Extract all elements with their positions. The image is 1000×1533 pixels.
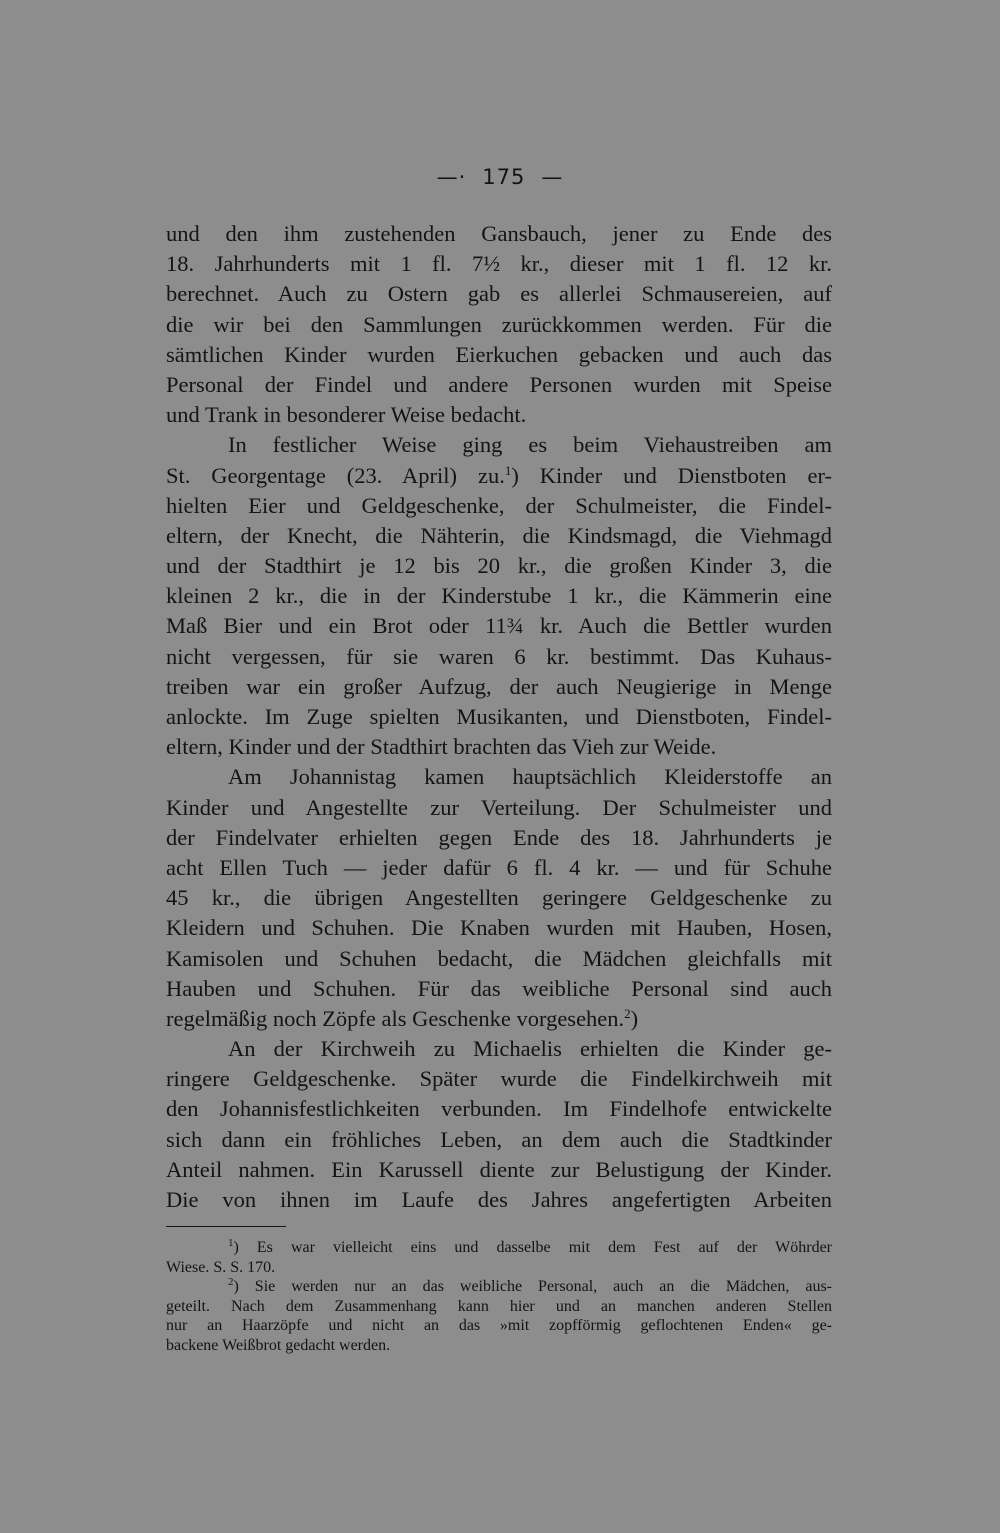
text-line: Anteil nahmen. Ein Karussell diente zur Belustigung der Kinder. [166,1156,832,1182]
footnotes [166,1238,832,1356]
footnote-line: backene Weißbrot gedacht werden. [166,1336,391,1354]
text-line: nicht vergessen, für sie waren 6 kr. bestimmt. Das Kuhaus- [166,643,832,669]
text-line: Kleidern und Schuhen. Die Knaben wurden mit Hauben, Hosen, [166,915,832,941]
text-line: sämtlichen Kinder wurden Eierkuchen gebacken und auch das [166,341,832,367]
text-line: anlockte. Im Zuge spielten Musikanten, und Dienstboten, Findel- [166,704,832,729]
text-line: ringere Geldgeschenke. Später wurde die Findelkirchweih mit [166,1066,832,1092]
text-line: Am Johannistag kamen hauptsächlich Kleiderstoffe an [228,764,832,790]
footnote-text: ) Sie werden nur an das weibliche Personal, auch an die Mädchen, aus- [233,1278,832,1296]
text-line [166,461,832,491]
text-line: der Findelvater erhielten gegen Ende des 18. Jahrhunderts je [166,824,832,850]
text-line: den Johannisfestlichkeiten verbunden. Im Findelhofe entwickelte [166,1096,832,1122]
text-line: 45 kr., die übrigen Angestellten geringere Geldgeschenke zu [166,885,832,911]
text-segment: ) [630,1005,639,1031]
footnote-marker: 2 [228,1276,234,1289]
page-header [0,165,1000,189]
text-line: die wir bei den Sammlungen zurückkommen werden. Für die [166,311,832,337]
text-line: und Trank in besonderer Weise bedacht. [166,402,527,428]
text-line: Die von ihnen im Laufe des Jahres angefertigten Arbeiten [166,1187,832,1212]
text-line: Personal der Findel und andere Personen wurden mit Speise [166,371,832,397]
footnote-ref: 1 [504,462,512,478]
page-number: 175 [482,165,526,189]
header-dash-right: — [541,165,564,189]
text-line: Kinder und Angestellte zur Verteilung. Der Schulmeister und [166,794,832,820]
text-line: Maß Bier und ein Brot oder 11¾ kr. Auch die Bettler wurden [166,613,832,639]
footnote-line [166,1277,832,1297]
text-segment: regelmäßig noch Zöpfe als Geschenke vorgesehen. [166,1005,625,1031]
footnote-text: ) Es war vielleicht eins und dasselbe mit dem Fest auf der Wöhrder [233,1239,832,1256]
text-line: acht Ellen Tuch — jeder dafür 6 fl. 4 kr. — und für Schuhe [166,854,832,880]
text-line: treiben war ein großer Aufzug, der auch Neugierige in Menge [166,673,832,699]
footnote-line: Wiese. S. S. 170. [166,1258,276,1276]
text-segment: ) Kinder und Dienstboten er- [511,462,832,488]
text-line: sich dann ein fröhliches Leben, an dem auch die Stadtkinder [166,1126,832,1152]
text-line: hielten Eier und Geldgeschenke, der Schulmeister, die Findel- [166,492,832,518]
footnote-ref: 2 [624,1005,631,1021]
text-line: eltern, Kinder und der Stadthirt brachten das Vieh zur Weide. [166,734,717,760]
text-line: An der Kirchweih zu Michaelis erhielten die Kinder ge- [228,1036,832,1062]
text-line: berechnet. Auch zu Ostern gab es allerlei Schmausereien, auf [166,281,832,307]
text-segment: St. Georgentage (23. April) zu. [166,462,505,488]
footnote-marker: 1 [228,1237,234,1249]
text-line: eltern, der Knecht, die Nähterin, die Kindsmagd, die Viehmagd [166,522,832,548]
footnote-line: geteilt. Nach dem Zusammenhang kann hier und an manchen anderen Stellen [166,1297,832,1315]
text-line: Kamisolen und Schuhen bedacht, die Mädchen gleichfalls mit [166,945,832,971]
footnote-line [166,1238,832,1258]
text-line: und den ihm zustehenden Gansbauch, jener zu Ende des [166,221,832,246]
footnote-line: nur an Haarzöpfe und nicht an das »mit zopfförmig geflochtenen Enden« ge- [166,1317,832,1335]
header-dash-left: —· [436,165,467,189]
text-line: 18. Jahrhunderts mit 1 fl. 7½ kr., dieser mit 1 fl. 12 kr. [166,251,832,277]
text-line: In festlicher Weise ging es beim Viehaustreiben am [228,432,832,458]
text-line: und der Stadthirt je 12 bis 20 kr., die großen Kinder 3, die [166,553,832,579]
footnote-divider [166,1226,286,1227]
text-line: kleinen 2 kr., die in der Kinderstube 1 kr., die Kämmerin eine [166,583,832,609]
text-line: Hauben und Schuhen. Für das weibliche Personal sind auch [166,975,832,1001]
text-line [166,1004,832,1034]
main-text [166,219,832,1215]
